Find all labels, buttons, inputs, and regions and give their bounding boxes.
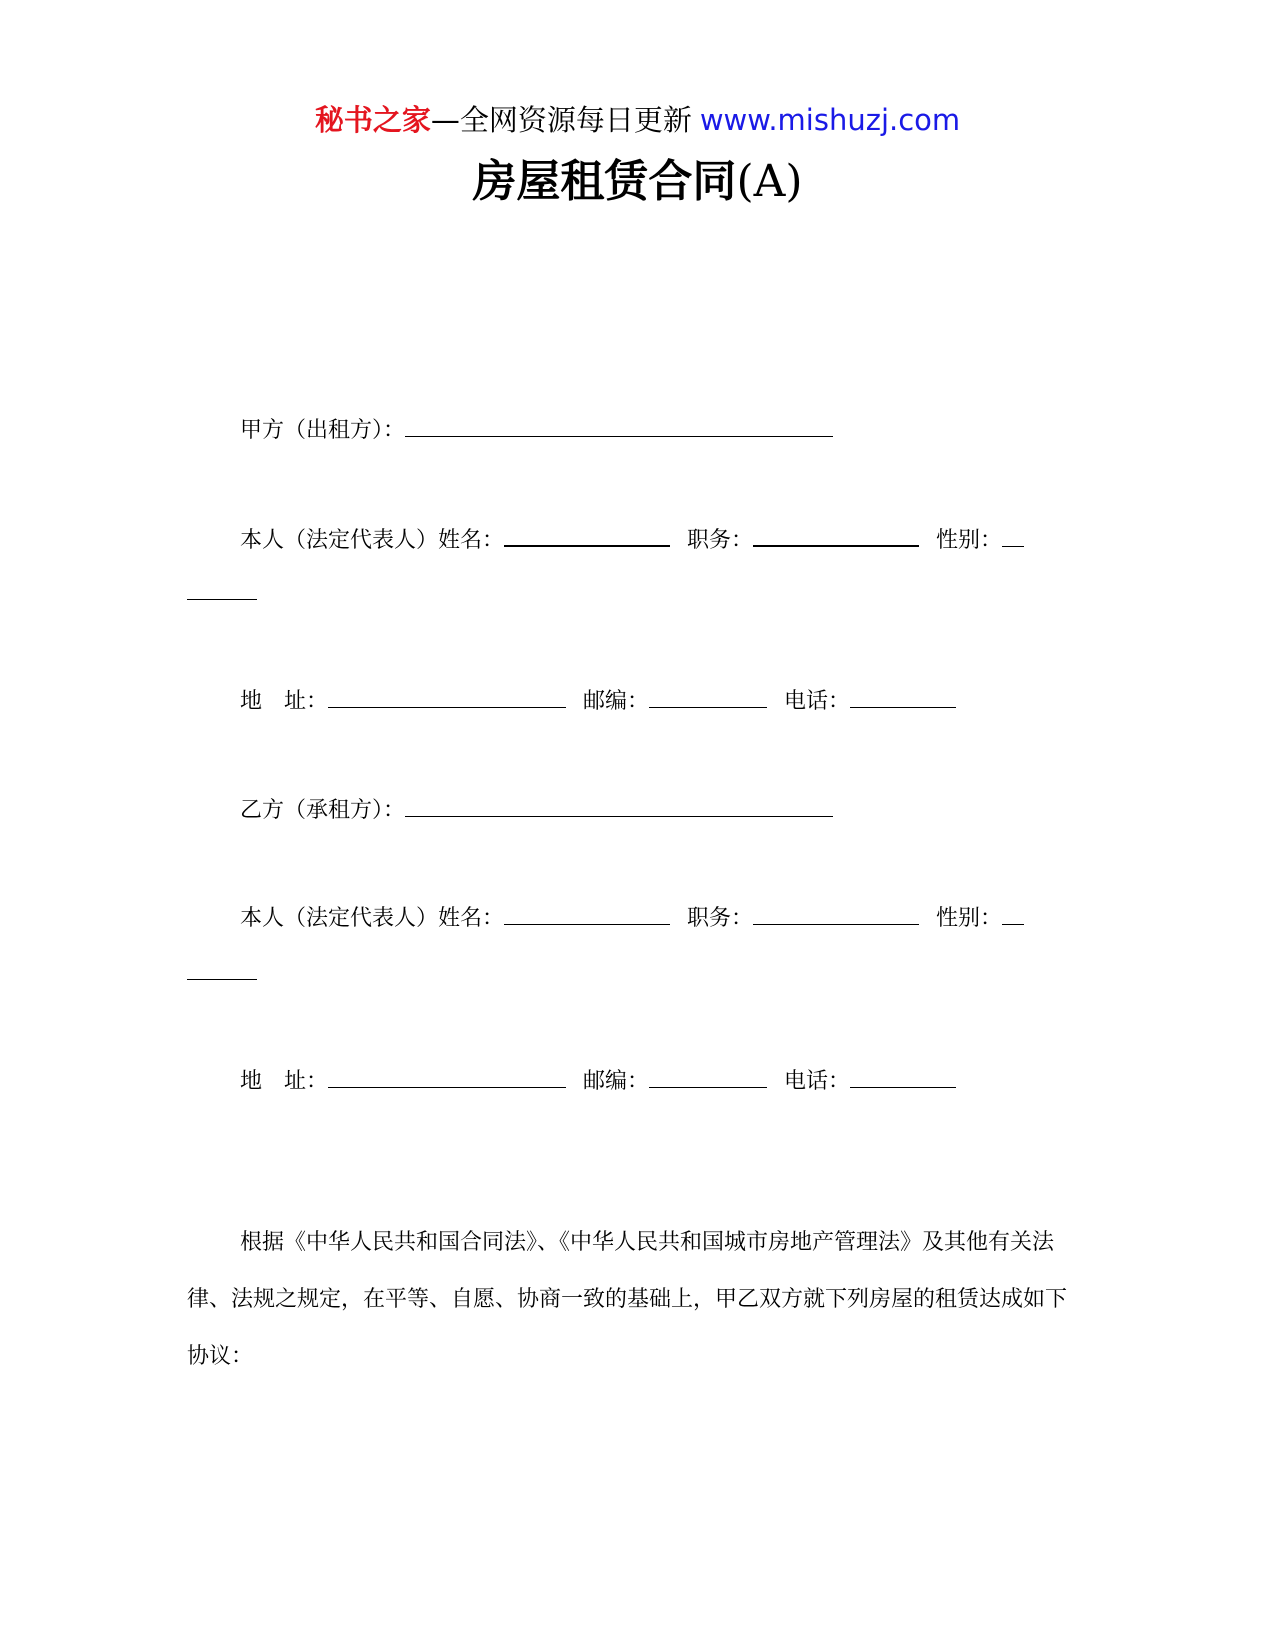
- party-a-line: [240, 412, 833, 448]
- party-b-postcode-blank[interactable]: [649, 1063, 767, 1088]
- party-b-rep-line: [240, 900, 1024, 936]
- party-a-gender-blank[interactable]: [1002, 522, 1024, 547]
- party-b-address-line: [240, 1063, 956, 1099]
- party-a-postcode-label: 邮编：: [583, 689, 650, 714]
- party-a-rep-name-label: 本人（法定代表人）姓名：: [240, 528, 505, 553]
- party-b-gender-continuation: [187, 955, 257, 991]
- party-b-rep-name-blank[interactable]: [504, 900, 670, 925]
- party-b-phone-label: 电话：: [784, 1069, 851, 1094]
- party-a-phone-label: 电话：: [784, 689, 851, 714]
- party-b-name-blank[interactable]: [405, 792, 833, 817]
- party-a-phone-blank[interactable]: [850, 683, 956, 708]
- party-b-position-label: 职务：: [687, 906, 754, 931]
- party-a-rep-line: [240, 521, 1024, 558]
- title-suffix: (A): [736, 156, 803, 207]
- party-b-phone-blank[interactable]: [850, 1063, 956, 1088]
- title-main: 房屋租赁合同: [472, 156, 737, 207]
- preamble-paragraph: 根据《中华人民共和国合同法》、《中华人民共和国城市房地产管理法》及其他有关法律、法规之规定，在平等、自愿、协商一致的基础上，甲乙双方就下列房屋的租赁达成如下协议：: [187, 1230, 1068, 1369]
- document-title: [0, 152, 1275, 212]
- party-a-label: 甲方（出租方）：: [240, 418, 406, 443]
- party-b-label: 乙方（承租方）：: [240, 798, 406, 823]
- party-b-rep-name-label: 本人（法定代表人）姓名：: [240, 906, 505, 931]
- party-a-address-line: [240, 683, 956, 719]
- party-b-address-label: 地 址：: [240, 1069, 329, 1094]
- party-a-name-blank[interactable]: [405, 412, 833, 437]
- site-header: [0, 100, 1275, 140]
- party-b-line: [240, 792, 833, 828]
- party-b-gender-label: 性别：: [936, 906, 1003, 931]
- party-a-rep-name-blank[interactable]: [504, 521, 670, 547]
- party-b-gender-blank-cont[interactable]: [187, 955, 257, 980]
- party-a-position-blank[interactable]: [753, 521, 919, 547]
- party-a-address-label: 地 址：: [240, 689, 329, 714]
- party-b-address-blank[interactable]: [328, 1063, 566, 1088]
- party-a-address-blank[interactable]: [328, 683, 566, 708]
- site-url[interactable]: www.mishuzj.com: [699, 103, 961, 137]
- party-b-gender-blank[interactable]: [1002, 900, 1024, 925]
- header-slogan: —全网资源每日更新: [430, 103, 692, 137]
- party-b-postcode-label: 邮编：: [583, 1069, 650, 1094]
- party-a-gender-continuation: [187, 575, 257, 611]
- party-a-postcode-blank[interactable]: [649, 683, 767, 708]
- party-a-position-label: 职务：: [687, 528, 754, 553]
- party-a-gender-label: 性别：: [936, 528, 1003, 553]
- brand-name: 秘书之家: [314, 103, 431, 137]
- party-a-gender-blank-cont[interactable]: [187, 575, 257, 600]
- party-b-position-blank[interactable]: [753, 900, 919, 925]
